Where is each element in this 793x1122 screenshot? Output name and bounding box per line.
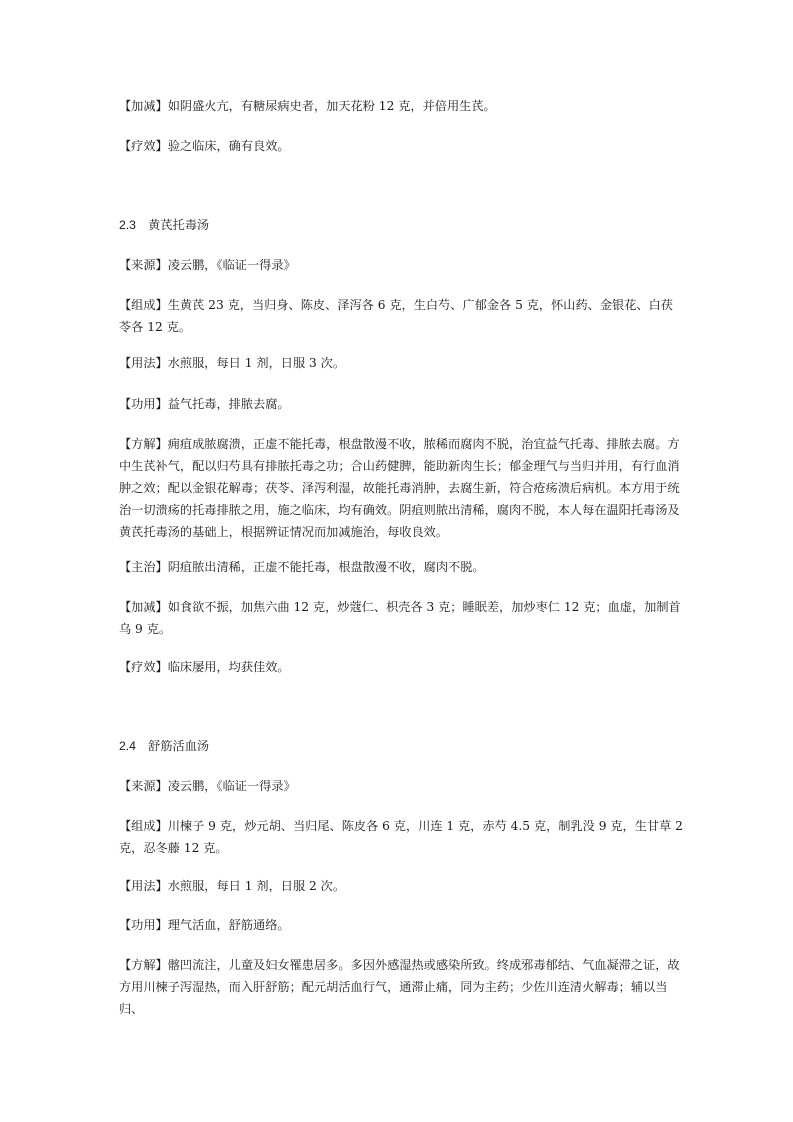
paragraph-text: 验之临床，确有良效。 xyxy=(167,139,290,153)
paragraph-gongyong-1 xyxy=(119,393,685,415)
section-tag: 【来源】 xyxy=(119,779,168,793)
section-tag: 【方解】 xyxy=(119,958,168,972)
section-tag: 【方解】 xyxy=(119,437,168,451)
paragraph-text: 痈疽成脓腐溃，正虚不能托毒，根盘散漫不收，脓稀而腐肉不脱，治宜益气托毒、排脓去腐。方中生芪补气，配以归芍具有排脓托毒之功；合山药健脾，能助新肉生长；郁金理气与当归并用，有行血消肿之效；配以金银花解毒；茯苓、泽泻利湿，故能托毒消肿，去腐生新，符合疮疡溃后病机。本方用于统治一切溃疡的托毒排脓之用，施之临床，均有确效。阴疽则脓出清稀，腐肉不脱，本人每在温阳托毒汤及黄芪托毒汤的基础上，根据辨证情况而加减施治，每收良效。 xyxy=(119,437,680,539)
paragraph-zhuzhi-1 xyxy=(119,556,685,578)
paragraph-text: 水煎服，每日 1 剂，日服 2 次。 xyxy=(167,879,346,893)
section-tag: 【组成】 xyxy=(119,819,168,833)
paragraph-zucheng-1 xyxy=(119,294,685,338)
section-tag: 【用法】 xyxy=(119,356,168,370)
paragraph-gongyong-2 xyxy=(119,914,685,936)
paragraph-text: 水煎服，每日 1 剂，日服 3 次。 xyxy=(167,356,346,370)
paragraph-text: 益气托毒，排脓去腐。 xyxy=(167,397,290,411)
paragraph-text: 凌云鹏，《临证一得录》 xyxy=(167,258,296,272)
section-heading-2-3: 2.3 黄芪托毒汤 xyxy=(119,218,210,232)
section-tag: 【疗效】 xyxy=(119,139,168,153)
paragraph-jiajian-2 xyxy=(119,596,685,640)
paragraph-liaoxiao-2 xyxy=(119,656,685,678)
section-tag: 【疗效】 xyxy=(119,660,168,674)
paragraph-text: 如阴盛火亢，有糖尿病史者，加天花粉 12 克，并倍用生芪。 xyxy=(167,99,496,113)
paragraph-laiyuan-1 xyxy=(119,254,685,276)
section-tag: 【来源】 xyxy=(119,258,168,272)
section-tag: 【用法】 xyxy=(119,879,168,893)
paragraph-text: 川楝子 9 克，炒元胡、当归尾、陈皮各 6 克，川连 1 克，赤芍 4.5 克，制乳没 9 克，生甘草 2 克，忍冬藤 12 克。 xyxy=(119,819,683,855)
section-tag: 【组成】 xyxy=(119,298,168,312)
paragraph-text: 如食欲不振，加焦六曲 12 克，炒蔻仁、枳壳各 3 克；睡眠差，加炒枣仁 12 克；血虚，加制首乌 9 克。 xyxy=(119,600,681,636)
section-tag: 【加减】 xyxy=(119,99,168,113)
paragraph-text: 理气活血，舒筋通络。 xyxy=(167,918,290,932)
section-tag: 【功用】 xyxy=(119,397,168,411)
paragraph-text: 凌云鹏，《临证一得录》 xyxy=(167,779,296,793)
paragraph-fangjie-2 xyxy=(119,954,685,1020)
section-tag: 【功用】 xyxy=(119,918,168,932)
section-tag: 【主治】 xyxy=(119,560,168,574)
paragraph-yongfa-2 xyxy=(119,875,685,897)
section-tag: 【加减】 xyxy=(119,600,168,614)
paragraph-yongfa-1 xyxy=(119,352,685,374)
paragraph-text: 阴疽脓出清稀，正虚不能托毒，根盘散漫不收，腐肉不脱。 xyxy=(167,560,485,574)
section-heading-2-4: 2.4 舒筋活血汤 xyxy=(119,739,210,753)
paragraph-liaoxiao-1 xyxy=(119,135,685,157)
paragraph-text: 生黄芪 23 克，当归身、陈皮、泽泻各 6 克，生白芍、广郁金各 5 克，怀山药、金银花、白茯苓各 12 克。 xyxy=(119,298,673,334)
paragraph-fangjie-1 xyxy=(119,433,685,543)
paragraph-jiajian-1 xyxy=(119,95,685,117)
paragraph-laiyuan-2 xyxy=(119,775,685,797)
paragraph-text: 临床屡用，均获佳效。 xyxy=(167,660,290,674)
paragraph-zucheng-2 xyxy=(119,815,685,859)
paragraph-text: 髂凹流注，儿童及妇女罹患居多。多因外感湿热或感染所致。终成邪毒郁结、气血凝滞之证，故方用川楝子泻湿热，而入肝舒筋；配元胡活血行气，通滞止痛，同为主药；少佐川连清火解毒；辅以当归、 xyxy=(119,958,680,1016)
